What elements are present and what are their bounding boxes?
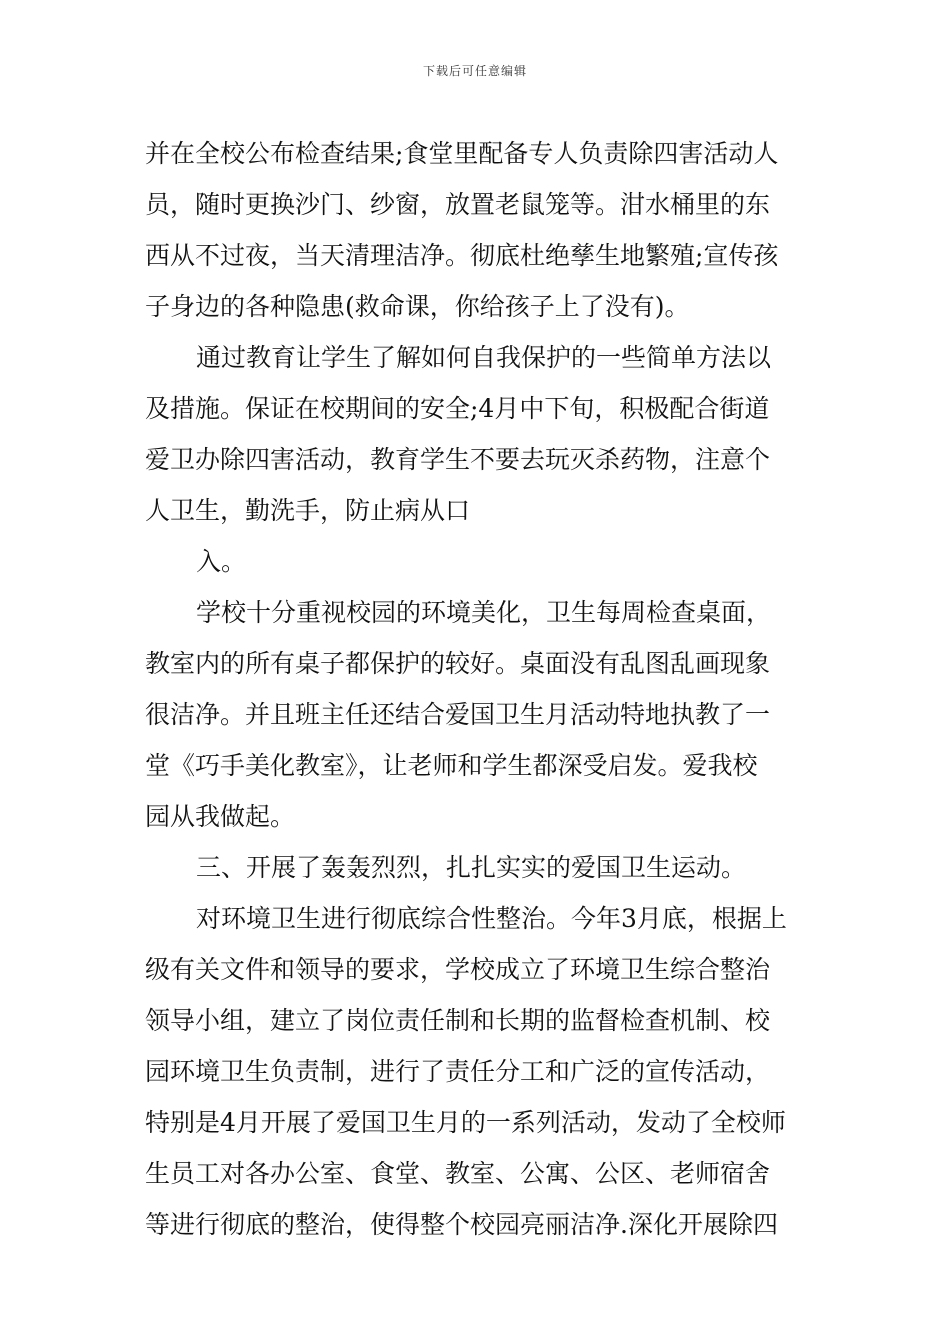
text-line: 入。	[196, 547, 247, 576]
text-line: 学校十分重视校园的环境美化，卫生每周检查桌面，	[196, 598, 772, 627]
paragraph	[145, 536, 810, 587]
document-body	[145, 128, 810, 1250]
text-line: 对环境卫生进行彻底综合性整治。今年3月底，根据上	[196, 904, 787, 933]
text-line: 堂《巧手美化教室》，让老师和学生都深受启发。爱我校	[145, 751, 758, 780]
text-line: 园从我做起。	[145, 802, 296, 831]
text-line: 园环境卫生负责制，进行了责任分工和广泛的宣传活动，	[145, 1057, 771, 1086]
text-line: 特别是4月开展了爱国卫生月的一系列活动，发动了全校师	[145, 1108, 786, 1137]
text-line: 子身边的各种隐患(救命课，你给孩子上了没有)。	[145, 292, 690, 321]
text-line: 等进行彻底的整治，使得整个校园亮丽洁净.深化开展除四	[145, 1210, 778, 1239]
text-line: 通过教育让学生了解如何自我保护的一些简单方法以	[196, 343, 772, 372]
paragraph	[145, 893, 810, 1250]
text-line: 爱卫办除四害活动，教育学生不要去玩灭杀药物，注意个	[145, 445, 771, 474]
section-heading: 三、开展了轰轰烈烈，扎扎实实的爱国卫生运动。	[196, 853, 747, 882]
page-header: 下载后可任意编辑	[422, 64, 527, 78]
text-line: 并在全校公布检查结果;食堂里配备专人负责除四害活动人	[145, 139, 779, 168]
paragraph	[145, 332, 810, 536]
text-line: 领导小组，建立了岗位责任制和长期的监督检查机制、校	[145, 1006, 771, 1035]
text-line: 很洁净。并且班主任还结合爱国卫生月活动特地执教了一	[145, 700, 771, 729]
paragraph	[145, 587, 810, 842]
text-line: 及措施。保证在校期间的安全;4月中下旬，积极配合街道	[145, 394, 770, 423]
text-line: 人卫生，勤洗手，防止病从口	[145, 496, 471, 525]
text-line: 生员工对各办公室、食堂、教室、公寓、公区、老师宿舍	[145, 1159, 771, 1188]
paragraph	[145, 842, 810, 893]
text-line: 级有关文件和领导的要求，学校成立了环境卫生综合整治	[145, 955, 771, 984]
text-line: 员，随时更换沙门、纱窗，放置老鼠笼等。泔水桶里的东	[145, 190, 771, 219]
text-line: 西从不过夜，当天清理洁净。彻底杜绝孳生地繁殖;宣传孩	[145, 241, 779, 270]
paragraph	[145, 128, 810, 332]
text-line: 教室内的所有桌子都保护的较好。桌面没有乱图乱画现象	[145, 649, 771, 678]
